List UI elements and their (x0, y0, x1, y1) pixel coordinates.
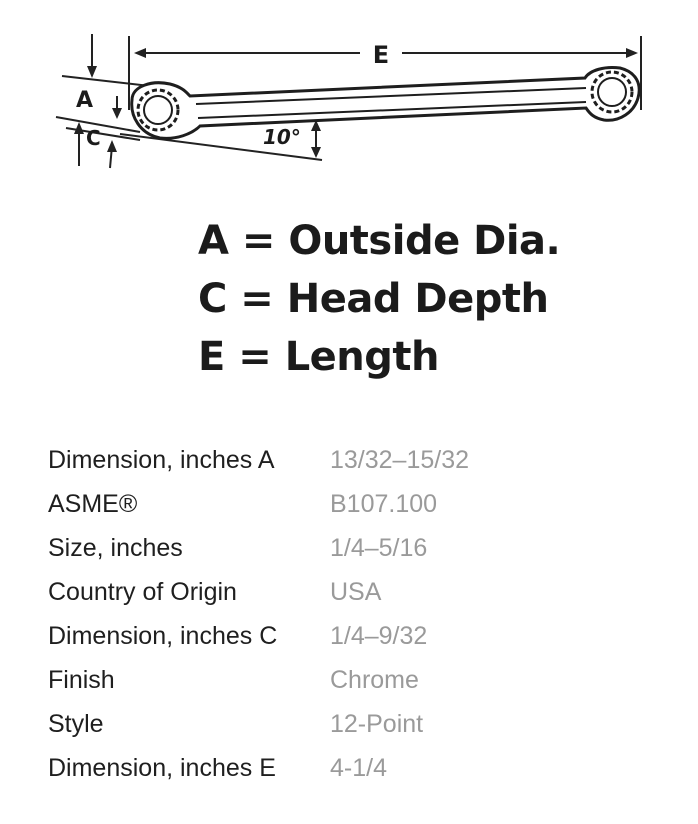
wrench-dimension-diagram (0, 0, 698, 190)
a-arrow-bottom-icon (112, 108, 122, 119)
spec-row (48, 702, 668, 746)
spec-row (48, 526, 668, 570)
spec-label: Size, inches (48, 533, 183, 562)
spec-row (48, 746, 668, 790)
spec-value: 4-1/4 (330, 753, 387, 782)
label-a: A (76, 88, 94, 113)
spec-label: ASME® (48, 489, 138, 518)
e-arrow-right-icon (626, 48, 638, 58)
spec-label: Dimension, inches C (48, 621, 278, 650)
a-arrow-top-icon (87, 66, 97, 78)
spec-value: 1/4–9/32 (330, 621, 428, 650)
c-arrow-left-icon (74, 122, 84, 134)
spec-value: 13/32–15/32 (330, 445, 470, 474)
spec-row (48, 482, 668, 526)
spec-row (48, 438, 668, 482)
legend-line-e: E = Length (198, 334, 440, 380)
spec-row (48, 658, 668, 702)
dimension-legend (198, 212, 560, 386)
angle-arrow-bottom-icon (311, 147, 321, 158)
spec-value: Chrome (330, 665, 419, 694)
angle-label: 10° (263, 125, 301, 149)
spec-table (48, 438, 668, 790)
spec-row (48, 570, 668, 614)
spec-value: 12-Point (330, 709, 424, 738)
spec-label: Country of Origin (48, 577, 237, 606)
spec-value: B107.100 (330, 489, 438, 518)
label-c: C (86, 126, 101, 150)
legend-line-a: A = Outside Dia. (198, 218, 561, 264)
spec-value: 1/4–5/16 (330, 533, 428, 562)
spec-value: USA (330, 577, 382, 606)
c-arrow-right-icon (107, 140, 117, 152)
e-arrow-left-icon (134, 48, 146, 58)
label-e: E (372, 41, 390, 69)
spec-label: Dimension, inches E (48, 753, 276, 782)
legend-line-c: C = Head Depth (198, 276, 549, 322)
spec-label: Dimension, inches A (48, 445, 275, 474)
spec-row (48, 614, 668, 658)
wrench-diagram-svg (0, 0, 698, 190)
spec-label: Style (48, 709, 104, 738)
spec-label: Finish (48, 665, 115, 694)
